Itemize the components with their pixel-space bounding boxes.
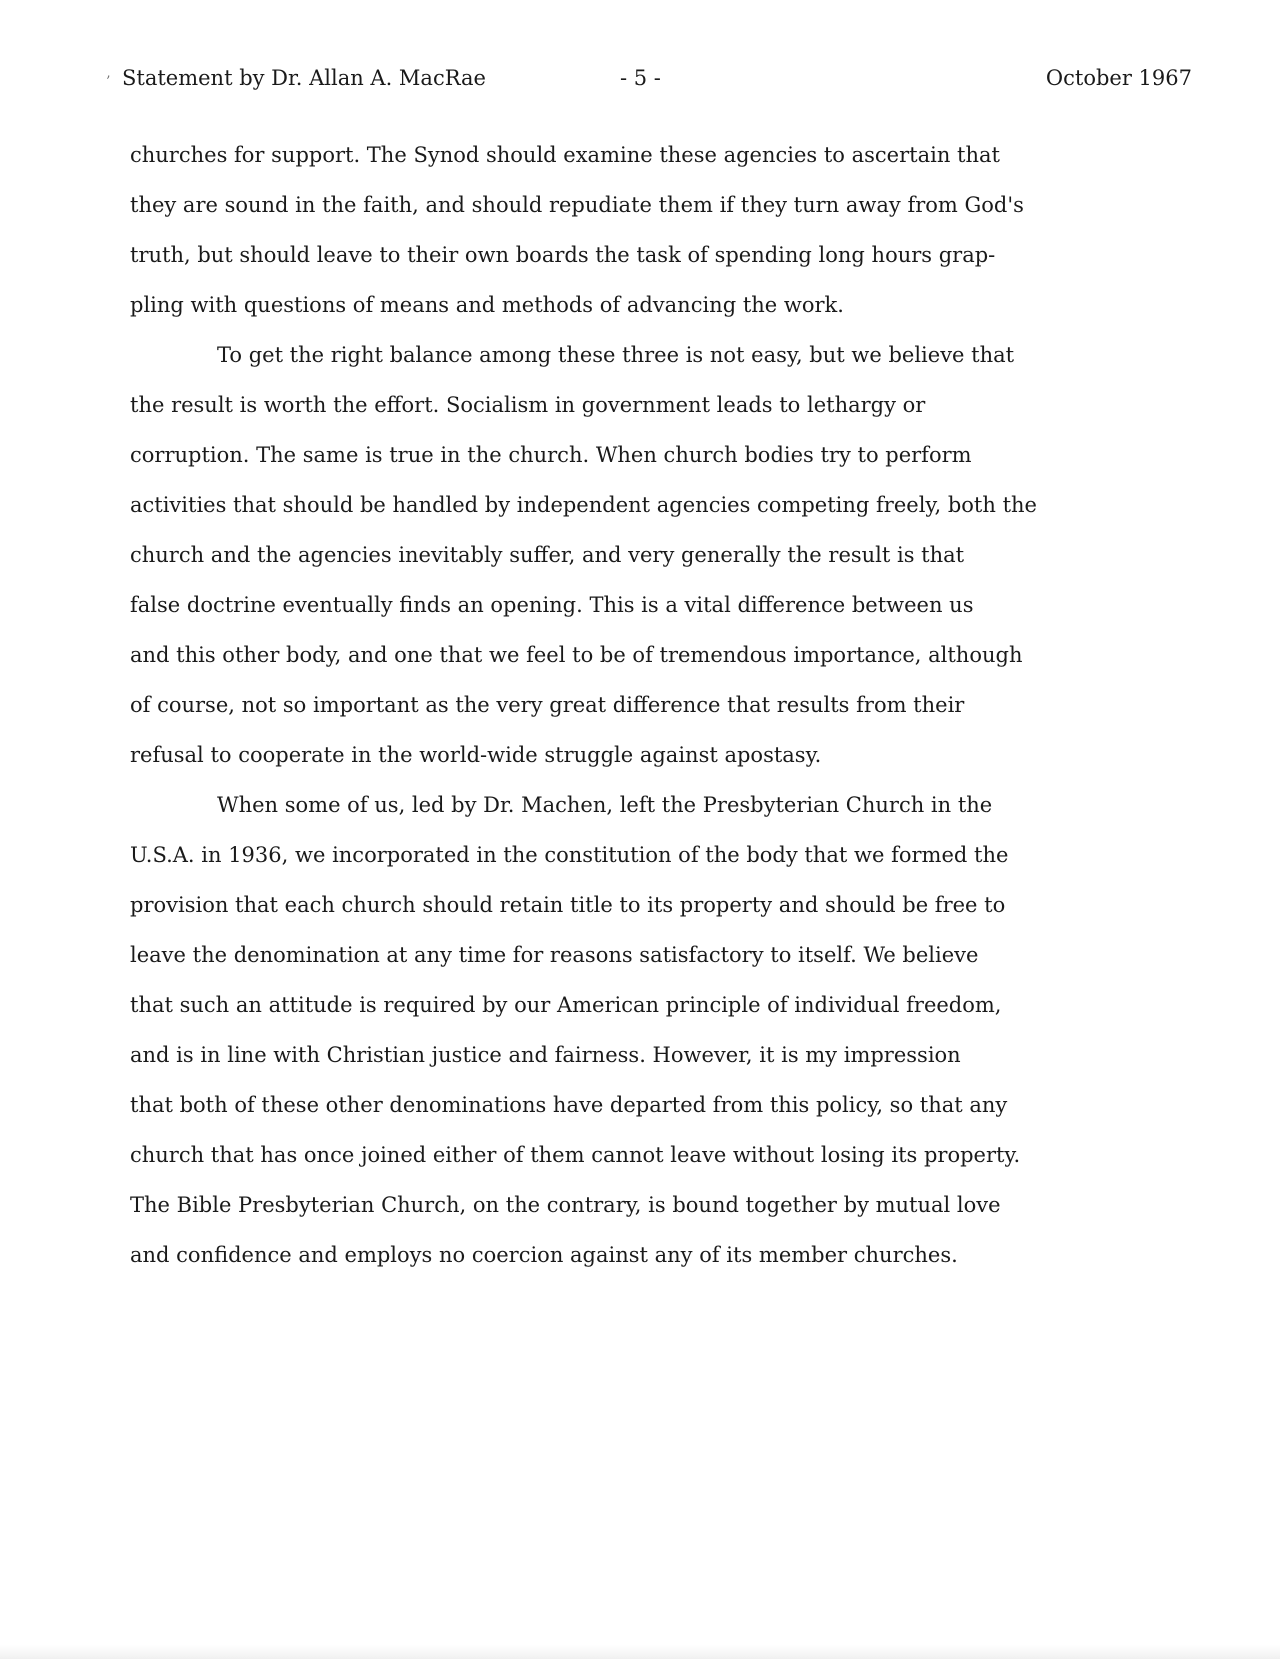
page-number: - 5 - (620, 66, 661, 90)
text-line: provision that each church should retain title to its property and should be free to (130, 893, 1006, 917)
text-line: and confidence and employs no coercion against any of its member churches. (130, 1243, 958, 1267)
header-date: October 1967 (1045, 66, 1192, 90)
scan-bottom-edge (0, 1645, 1280, 1659)
text-line: refusal to cooperate in the world-wide struggle against apostasy. (130, 743, 822, 767)
text-line: and is in line with Christian justice and fairness. However, it is my impression (130, 1043, 961, 1067)
text-line: corruption. The same is true in the church. When church bodies try to perform (130, 443, 972, 467)
text-line: churches for support. The Synod should examine these agencies to ascertain that (130, 143, 1000, 167)
text-line: truth, but should leave to their own boards the task of spending long hours grap- (130, 243, 996, 267)
text-line: leave the denomination at any time for reasons satisfactory to itself. We believe (130, 943, 979, 967)
text-line: false doctrine eventually finds an opening. This is a vital difference between us (130, 593, 974, 617)
paragraph-start-line: To get the right balance among these three is not easy, but we believe that (217, 343, 1015, 367)
text-line: church and the agencies inevitably suffer, and very generally the result is that (130, 543, 965, 567)
text-line: The Bible Presbyterian Church, on the contrary, is bound together by mutual love (130, 1193, 1001, 1217)
header-author: Statement by Dr. Allan A. MacRae (122, 66, 486, 90)
text-line: that both of these other denominations have departed from this policy, so that any (130, 1093, 1008, 1117)
text-line: the result is worth the effort. Socialism in government leads to lethargy or (130, 393, 926, 417)
text-line: of course, not so important as the very great difference that results from their (130, 693, 965, 717)
text-line: pling with questions of means and methods of advancing the work. (130, 293, 844, 317)
text-line: and this other body, and one that we feel to be of tremendous importance, although (130, 643, 1023, 667)
text-line: U.S.A. in 1936, we incorporated in the constitution of the body that we formed the (130, 843, 1009, 867)
text-line: church that has once joined either of them cannot leave without losing its property. (130, 1143, 1021, 1167)
margin-mark: ’ (106, 74, 111, 90)
text-line: activities that should be handled by independent agencies competing freely, both the (130, 493, 1037, 517)
paragraph-start-line: When some of us, led by Dr. Machen, left the Presbyterian Church in the (217, 793, 993, 817)
text-line: that such an attitude is required by our American principle of individual freedom, (130, 993, 1002, 1017)
text-line: they are sound in the faith, and should repudiate them if they turn away from God's (130, 193, 1024, 217)
page-header (106, 60, 1192, 96)
body-text (130, 130, 1192, 1280)
